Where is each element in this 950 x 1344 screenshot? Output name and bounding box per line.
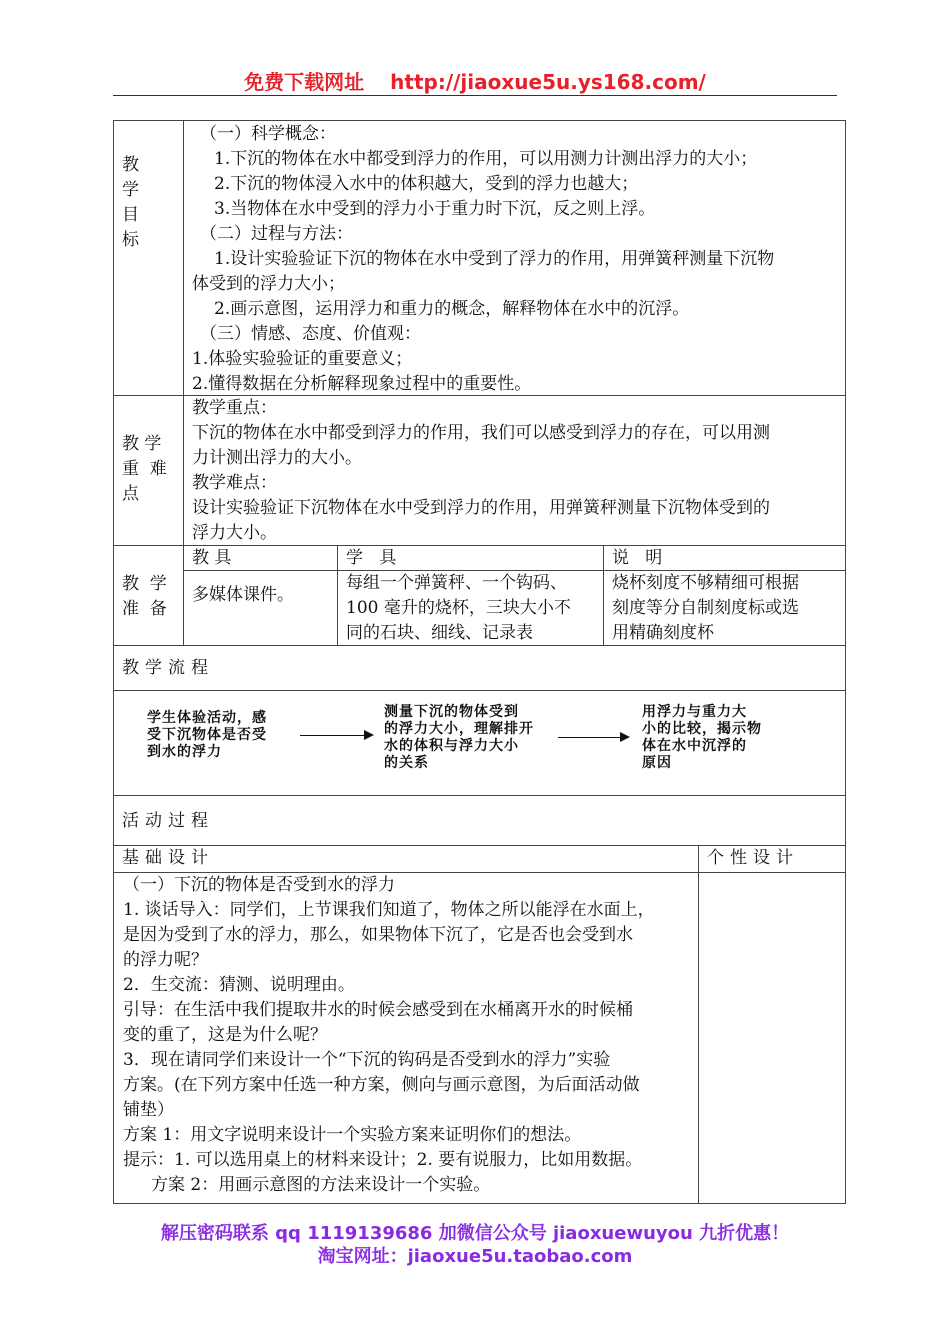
activity-line: （一）下沉的物体是否受到水的浮力 [123,875,395,895]
goals-label-cell [113,120,184,396]
key-points-line: 教学重点： [192,398,277,418]
flow-arrow-icon [300,735,372,736]
goals-line: （一）科学概念： [200,124,336,144]
flow-step-line: 的关系 [384,755,429,771]
flow-step-line: 原因 [642,755,672,771]
key-points-content [183,395,846,546]
activity-line: 1. 谈话导入：同学们，上节课我们知道了，物体之所以能浮在水面上， [123,900,655,920]
activity-header-personal [698,845,846,873]
key-points-line: 设计实验验证下沉物体在水中受到浮力的作用，用弹簧秤测量下沉物体受到的 [192,498,770,518]
activity-header-basic [113,845,699,873]
goals-content [183,120,846,396]
key-points-line: 浮力大小。 [192,523,277,543]
goals-line: 1.设计实验验证下沉的物体在水中受到了浮力的作用，用弹簧秤测量下沉物 [214,249,775,269]
activity-line: 的浮力呢？ [123,950,208,970]
activity-title: 活动过程 [122,811,214,831]
key-points-label-cell [113,395,184,546]
key-points-label: 点 [122,484,139,504]
goals-line: （三）情感、态度、价值观： [200,324,421,344]
flow-step-2 [384,704,534,772]
goals-line: （二）过程与方法： [200,224,353,244]
flow-step-line: 用浮力与重力大 [642,704,747,720]
flow-step-3 [642,704,762,772]
prep-teacher-tools: 多媒体课件。 [192,585,294,605]
flow-step-line: 测量下沉的物体受到 [384,704,519,720]
activity-personal-content [698,872,846,1204]
prep-header-note [603,545,846,571]
activity-basic-content [113,872,699,1204]
activity-title-cell [113,795,846,846]
goals-line: 2.下沉的物体浸入水中的体积越大，受到的浮力也越大； [214,174,639,194]
key-points-label: 重 难 [122,459,167,479]
activity-line: 引导：在生活中我们提取井水的时候会感受到在水桶离开水的时候桶 [123,1000,633,1020]
activity-line: 3．现在请同学们来设计一个“下沉的钩码是否受到水的浮力”实验 [123,1050,611,1070]
goals-line: 2.懂得数据在分析解释现象过程中的重要性。 [192,374,532,394]
prep-header-label: 说 明 [612,548,663,568]
prep-student-cell [337,570,604,646]
activity-line: 提示：1. 可以选用桌上的材料来设计；2. 要有说服力，比如用数据。 [123,1150,643,1170]
activity-line: 方案 2：用画示意图的方法来设计一个实验。 [151,1175,491,1195]
prep-header-teacher [183,545,338,571]
key-points-line: 下沉的物体在水中都受到浮力的作用，我们可以感受到浮力的存在，可以用测 [192,423,770,443]
prep-header-label: 教 具 [192,548,232,568]
page-header [0,66,950,95]
prep-teacher-cell [183,570,338,646]
footer-shop-url[interactable]: 淘宝网址：jiaoxue5u.taobao.com [317,1246,633,1267]
flow-step-line: 体在水中沉浮的 [642,738,747,754]
activity-line: 方案。(在下列方案中任选一种方案，侧向与画示意图，为后面活动做 [123,1075,640,1095]
footer-contact: 解压密码联系 qq 1119139686 加微信公众号 jiaoxuewuyou 九折优惠！ [160,1223,790,1244]
prep-header-student [337,545,604,571]
flow-step-line: 的浮力大小，理解排开 [384,721,534,737]
prep-student-line: 每组一个弹簧秤、一个钩码、 [346,573,567,593]
prep-note-line: 烧杯刻度不够精细可根据 [612,573,799,593]
header-divider [113,95,837,96]
prep-student-line: 100 毫升的烧杯，三块大小不 [346,598,571,618]
flow-arrow-icon [558,737,628,738]
flow-step-line: 到水的浮力 [147,744,222,760]
flow-step-line: 水的体积与浮力大小 [384,738,519,754]
key-points-label: 教 学 [122,434,162,454]
activity-line: 铺垫） [123,1100,174,1120]
prep-note-cell [603,570,846,646]
prep-header-label: 学 具 [346,548,397,568]
flow-title: 教学流程 [122,658,214,678]
goals-line: 1.体验实验验证的重要意义； [192,349,413,369]
activity-line: 变的重了，这是为什么呢？ [123,1025,327,1045]
key-points-line: 教学难点： [192,473,277,493]
prep-student-line: 同的石块、细线、记录表 [346,623,533,643]
header-url[interactable]: http://jiaoxue5u.ys168.com/ [390,70,706,94]
header-label: 免费下载网址 [244,70,365,94]
flow-step-1 [147,710,267,761]
key-points-line: 力计测出浮力的大小。 [192,448,362,468]
flow-step-line: 小的比较，揭示物 [642,721,762,737]
flow-step-line: 学生体验活动，感 [147,710,267,726]
prep-label: 准 备 [122,599,167,619]
goals-label: 教学目标 [122,155,139,250]
activity-line: 方案 1：用文字说明来设计一个实验方案来证明你们的想法。 [123,1125,582,1145]
activity-line: 是因为受到了水的浮力，那么，如果物体下沉了，它是否也会受到水 [123,925,633,945]
col-basic-label: 基础设计 [122,848,214,868]
prep-label: 教 学 [122,574,167,594]
col-personal-label: 个性设计 [707,848,799,868]
goals-line: 2.画示意图，运用浮力和重力的概念，解释物体在水中的沉浮。 [214,299,690,319]
flow-step-line: 受下沉物体是否受 [147,727,267,743]
goals-line: 3.当物体在水中受到的浮力小于重力时下沉，反之则上浮。 [214,199,656,219]
prep-note-line: 刻度等分自制刻度标或选 [612,598,799,618]
goals-line: 1.下沉的物体在水中都受到浮力的作用，可以用测力计测出浮力的大小； [214,149,758,169]
prep-note-line: 用精确刻度杯 [612,623,714,643]
flow-title-cell [113,645,846,691]
activity-line: 2．生交流：猜测、说明理由。 [123,975,355,995]
goals-line: 体受到的浮力大小； [192,274,345,294]
prep-label-cell [113,545,184,646]
